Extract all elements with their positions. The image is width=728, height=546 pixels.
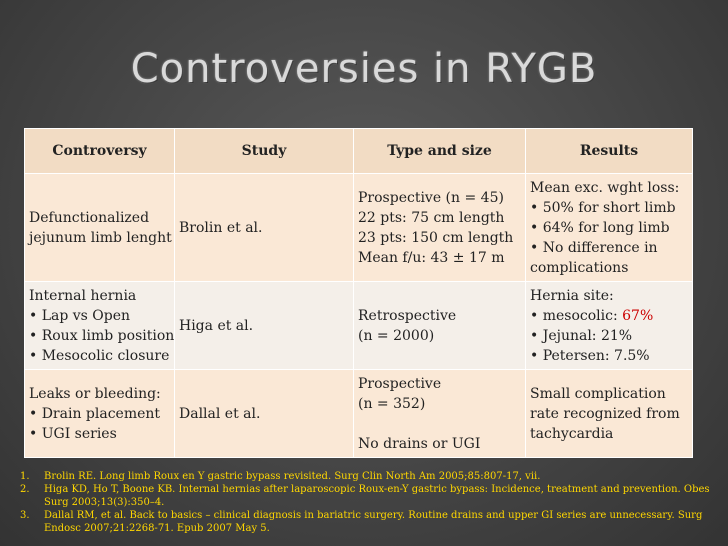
cell-line: • Jejunal: 21% — [530, 327, 633, 344]
cell-line: • Roux limb position — [29, 327, 175, 344]
cell-line: • Drain placement — [29, 405, 161, 422]
cell-study — [175, 370, 354, 458]
cell-line: (n = 352) — [358, 395, 426, 412]
mesocolic-highlight-value: 67% — [622, 307, 654, 324]
cell-line: Retrospective — [358, 307, 457, 324]
header-study: Study — [175, 129, 354, 174]
reference-text: Brolin RE. Long limb Roux en Y gastric bypass revisited. Surg Clin North Am 2005;85:807-17, vii. — [44, 471, 541, 482]
cell-results — [526, 370, 693, 458]
cell-controversy — [25, 282, 175, 370]
cell-line: Mean exc. wght loss: — [530, 179, 680, 196]
table-header-row — [25, 129, 693, 174]
cell-line: • 50% for short limb — [530, 199, 676, 216]
cell-line: Small complication — [530, 385, 666, 402]
reference-number: 3. — [20, 510, 30, 521]
cell-line: • Mesocolic closure — [29, 347, 170, 364]
cell-line: Leaks or bleeding: — [29, 385, 161, 402]
cell-line: complications — [530, 259, 629, 276]
reference-number: 1. — [20, 471, 30, 482]
cell-line: No drains or UGI — [358, 435, 481, 452]
slide-title: Controversies in RYGB — [130, 46, 598, 92]
cell-line: Prospective — [358, 375, 442, 392]
cell-line: 23 pts: 150 cm length — [358, 229, 514, 246]
reference-item — [20, 483, 710, 509]
reference-list — [20, 470, 710, 535]
cell-line: 22 pts: 75 cm length — [358, 209, 505, 226]
cell-type — [354, 282, 526, 370]
cell-study — [175, 174, 354, 282]
reference-text: Dallal RM, et al. Back to basics – clinical diagnosis in bariatric surgery. Routine drains and upper GI series are unnecessary. Surg Endosc 2007;21:2268-71. Epub 2007 May 5. — [44, 510, 703, 534]
comparison-table-container — [24, 128, 692, 458]
reference-item — [20, 509, 710, 535]
cell-line: • Lap vs Open — [29, 307, 131, 324]
header-type-and-size: Type and size — [354, 129, 526, 174]
header-controversy: Controversy — [25, 129, 175, 174]
table-row — [25, 370, 693, 458]
mesocolic-label: • mesocolic: — [530, 307, 623, 324]
table-row — [25, 174, 693, 282]
cell-line: Defunctionalized — [29, 209, 150, 226]
cell-line: • UGI series — [29, 425, 117, 442]
cell-line: Dallal et al. — [179, 405, 261, 422]
cell-line: • No difference in — [530, 239, 658, 256]
reference-item — [20, 470, 710, 483]
cell-study — [175, 282, 354, 370]
cell-line: (n = 2000) — [358, 327, 435, 344]
cell-line: • 64% for long limb — [530, 219, 670, 236]
cell-line: Internal hernia — [29, 287, 137, 304]
cell-controversy — [25, 370, 175, 458]
cell-line: Higa et al. — [179, 317, 254, 334]
table-row — [25, 282, 693, 370]
cell-line: rate recognized from — [530, 405, 680, 422]
cell-line: Brolin et al. — [179, 219, 263, 236]
cell-line: Prospective (n = 45) — [358, 189, 504, 206]
header-results: Results — [526, 129, 693, 174]
cell-controversy — [25, 174, 175, 282]
cell-type — [354, 174, 526, 282]
reference-text: Higa KD, Ho T, Boone KB. Internal hernias after laparoscopic Roux-en-Y gastric bypass: Incidence, treatment and prevention. Obes Surg 2003;13(3):350–4. — [44, 484, 710, 508]
cell-line — [530, 306, 688, 326]
comparison-table — [24, 128, 693, 458]
reference-number: 2. — [20, 484, 30, 495]
cell-line: Mean f/u: 43 ± 17 m — [358, 249, 505, 266]
cell-results — [526, 174, 693, 282]
cell-line: • Petersen: 7.5% — [530, 347, 650, 364]
cell-line — [358, 414, 521, 434]
cell-line: Hernia site: — [530, 287, 614, 304]
cell-type — [354, 370, 526, 458]
cell-line: jejunum limb lenght — [29, 229, 172, 246]
cell-line: tachycardia — [530, 425, 614, 442]
cell-results — [526, 282, 693, 370]
